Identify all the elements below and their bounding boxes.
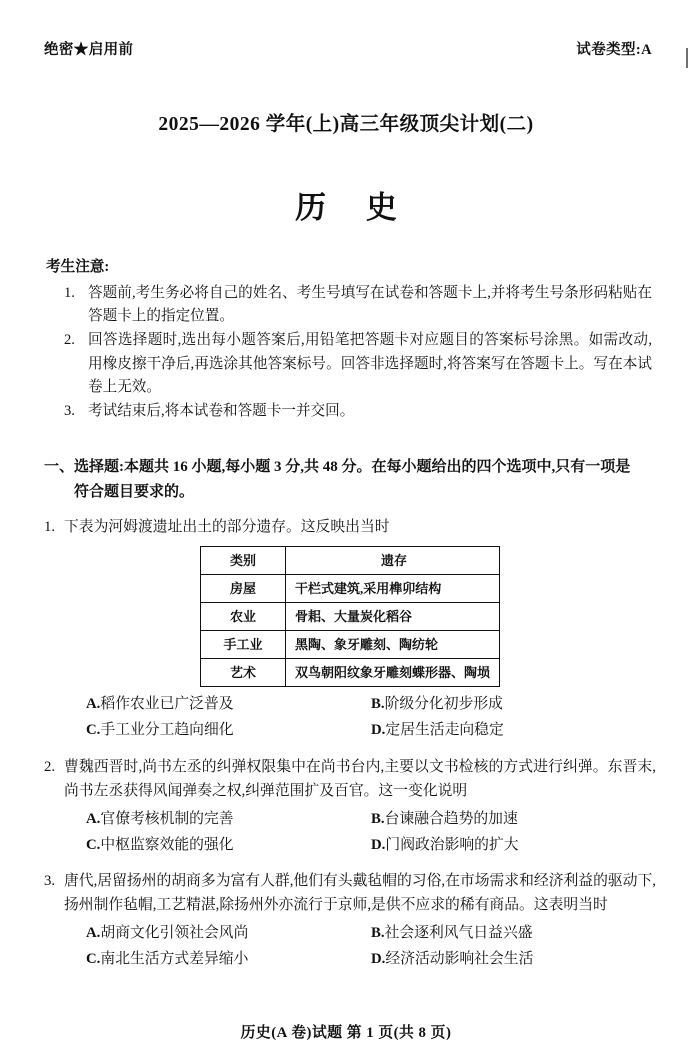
option-a-text: 官僚考核机制的完善 — [100, 810, 234, 827]
table-cell-category: 房屋 — [201, 574, 286, 602]
option-d[interactable] — [371, 832, 656, 858]
option-d-letter: D. — [371, 951, 386, 968]
option-b-letter: B. — [371, 810, 385, 827]
option-b[interactable] — [371, 691, 656, 717]
secret-label: 绝密★启用前 — [44, 42, 134, 58]
question-1 — [44, 516, 656, 744]
table-header-category: 类别 — [201, 546, 286, 574]
option-b[interactable] — [371, 806, 656, 832]
option-d[interactable] — [371, 717, 656, 743]
table-cell-relic: 黑陶、象牙雕刻、陶纺轮 — [286, 630, 500, 658]
table-row — [201, 602, 500, 630]
page-header — [44, 38, 658, 59]
table-header-relic: 遗存 — [286, 546, 500, 574]
option-d-letter: D. — [371, 722, 386, 739]
option-c-text: 中枢监察效能的强化 — [100, 836, 234, 853]
notice-heading: 考生注意: — [46, 259, 110, 275]
candidate-notice — [46, 256, 652, 423]
table-row — [201, 574, 500, 602]
option-c-text: 南北生活方式差异缩小 — [100, 951, 249, 968]
table-cell-relic: 双鸟朝阳纹象牙雕刻蝶形器、陶埙 — [286, 658, 500, 686]
notice-item — [64, 329, 652, 400]
question-2-stem — [44, 756, 656, 804]
question-2-text: 曹魏西晋时,尚书左丞的纠弹权限集中在尚书台内,主要以文书检核的方式进行纠弹。东晋末,尚书左丞获得风闻弹奏之权,纠弹范围扩及百官。这一变化说明 — [64, 758, 656, 799]
table-cell-relic: 骨耜、大量炭化稻谷 — [286, 602, 500, 630]
option-b-letter: B. — [371, 925, 385, 942]
option-b-text: 阶级分化初步形成 — [384, 695, 503, 712]
table-cell-category: 艺术 — [201, 658, 286, 686]
table-row — [201, 658, 500, 686]
relic-table-body — [201, 574, 500, 686]
question-3-options — [44, 920, 656, 973]
option-d-text: 定居生活走向稳定 — [385, 722, 504, 739]
question-1-stem — [44, 516, 656, 540]
table-row — [201, 630, 500, 658]
section-heading-line1: 一、选择题:本题共 16 小题,每小题 3 分,共 48 分。在每小题给出的四个选项中,只有一项是 — [44, 459, 631, 475]
question-3 — [44, 870, 656, 973]
table-cell-category: 农业 — [201, 602, 286, 630]
option-b-text: 台谏融合趋势的加速 — [384, 810, 518, 827]
table-header-row — [201, 546, 500, 574]
option-d[interactable] — [371, 946, 656, 972]
question-2 — [44, 756, 656, 859]
option-c[interactable] — [86, 946, 371, 972]
notice-item-number: 3. — [64, 402, 75, 419]
option-d-text: 经济活动影响社会生活 — [385, 951, 534, 968]
option-d-text: 门阀政治影响的扩大 — [385, 836, 519, 853]
option-c-letter: C. — [86, 951, 101, 968]
option-c-text: 手工业分工趋向细化 — [100, 722, 234, 739]
option-c-letter: C. — [86, 836, 101, 853]
notice-list — [46, 282, 652, 424]
option-a-text: 胡商文化引领社会风尚 — [100, 925, 249, 942]
notice-item-text: 回答选择题时,选出每小题答案后,用铅笔把答题卡对应题目的答案标号涂黑。如需改动,用橡皮擦干净后,再选涂其他答案标号。回答非选择题时,将答案写在答题卡上。写在本试卷上无效。 — [88, 331, 652, 396]
question-2-options — [44, 806, 656, 859]
option-b[interactable] — [371, 920, 656, 946]
question-3-number: 3. — [44, 873, 56, 890]
notice-item-number: 2. — [64, 331, 75, 348]
option-a[interactable] — [86, 691, 371, 717]
exam-title: 2025—2026 学年(上)高三年级顶尖计划(二) — [158, 114, 534, 135]
relic-table — [200, 546, 500, 687]
option-b-letter: B. — [371, 695, 385, 712]
notice-item — [64, 400, 652, 424]
table-cell-relic: 干栏式建筑,采用榫卯结构 — [286, 574, 500, 602]
option-c[interactable] — [86, 832, 371, 858]
question-1-options — [44, 691, 656, 744]
option-a-letter: A. — [86, 925, 101, 942]
page-footer: 历史(A 卷)试题 第 1 页(共 8 页) — [240, 1025, 452, 1041]
paper-type-label: 试卷类型:A — [576, 42, 652, 58]
question-3-text: 唐代,居留扬州的胡商多为富有人群,他们有头戴毡帽的习俗,在市场需求和经济利益的驱动下,扬州制作毡帽,工艺精湛,除扬州外亦流行于京师,是供不应求的稀有商品。这表明当时 — [64, 873, 656, 914]
relic-table-head — [201, 546, 500, 574]
option-b-text: 社会逐利风气日益兴盛 — [384, 925, 533, 942]
question-1-number: 1. — [44, 519, 56, 535]
question-1-table-wrap — [44, 546, 656, 687]
section-heading — [44, 455, 654, 505]
option-c-letter: C. — [86, 722, 101, 739]
notice-item-text: 答题前,考生务必将自己的姓名、考生号填写在试卷和答题卡上,并将考生号条形码粘贴在答题卡上的指定位置。 — [88, 284, 652, 325]
notice-item — [64, 282, 652, 329]
question-3-stem — [44, 870, 656, 918]
option-a-letter: A. — [86, 695, 101, 712]
subject-title: 历 史 — [295, 190, 413, 225]
option-a[interactable] — [86, 920, 371, 946]
question-2-number: 2. — [44, 758, 56, 775]
option-d-letter: D. — [371, 836, 386, 853]
question-list — [44, 516, 656, 973]
question-1-text: 下表为河姆渡遗址出土的部分遗存。这反映出当时 — [64, 519, 390, 535]
scan-edge-mark — [686, 48, 688, 68]
table-cell-category: 手工业 — [201, 630, 286, 658]
section-heading-line2: 符合题目要求的。 — [74, 483, 195, 500]
notice-item-text: 考试结束后,将本试卷和答题卡一并交回。 — [88, 402, 355, 419]
option-a[interactable] — [86, 806, 371, 832]
option-c[interactable] — [86, 717, 371, 743]
option-a-text: 稻作农业已广泛普及 — [100, 695, 234, 712]
option-a-letter: A. — [86, 810, 101, 827]
notice-item-number: 1. — [64, 284, 75, 301]
